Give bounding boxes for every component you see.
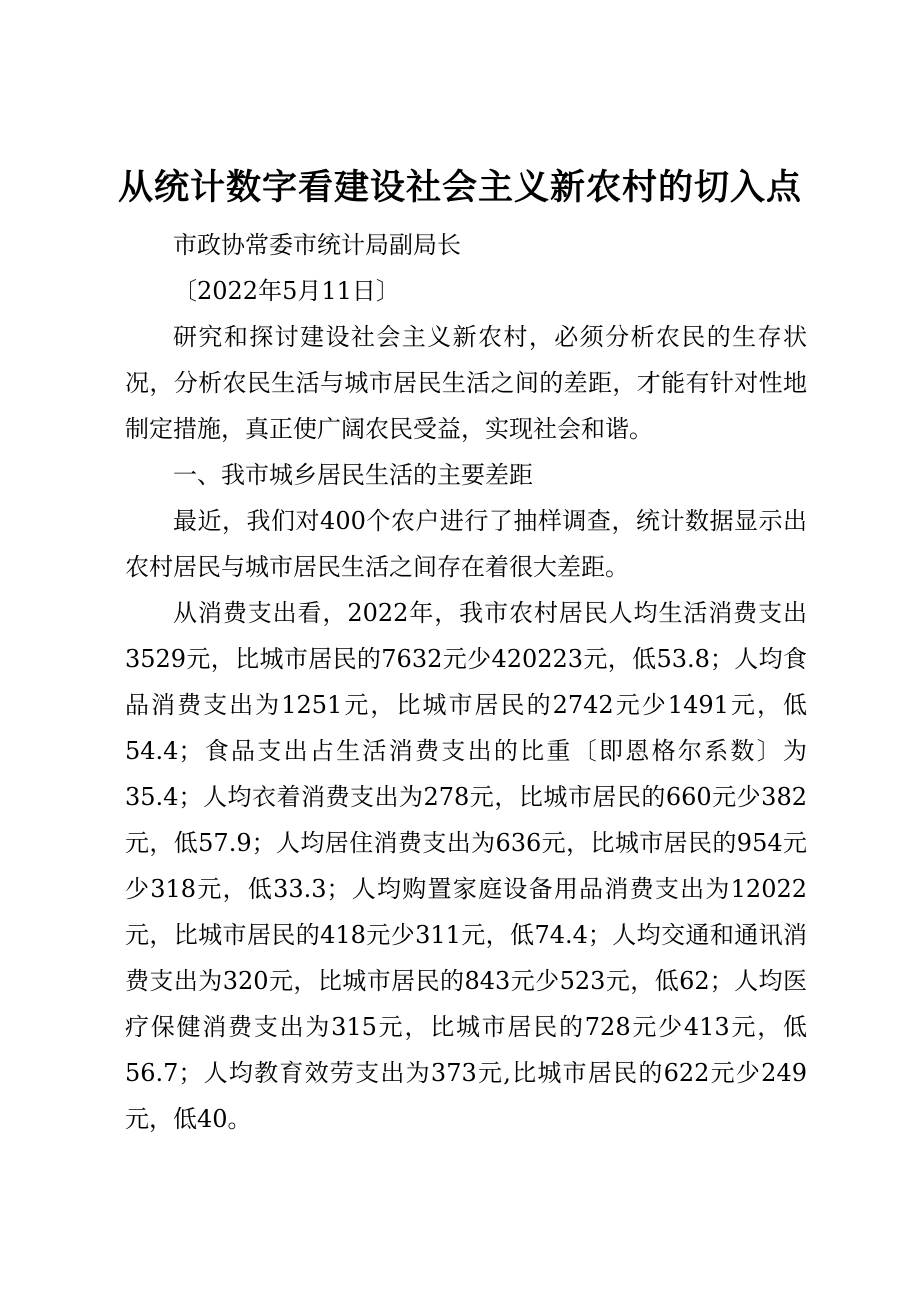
date-line: 〔2022年5月11日〕 bbox=[173, 277, 400, 305]
author-line: 市政协常委市统计局副局长 bbox=[173, 231, 461, 259]
paragraph: 从消费支出看，2022年，我市农村居民人均生活消费支出3529元，比城市居民的7632元少420223元，低53.8；人均食品消费支出为1251元，比城市居民的2742元少1491元，低54.4；食品支出占生活消费支出的比重〔即恩格尔系数〕为35.4；人均衣着消费支出为278元，比城市居民的660元少382元，低57.9；人均居住消费支出为636元，比城市居民的954元少318元，低33.3；人均购置家庭设备用品消费支出为12022元，比城市居民的418元少311元，低74.4；人均交通和通讯消费支出为320元，比城市居民的843元少523元，低62；人均医疗保健消费支出为315元，比城市居民的728元少413元，低56.7；人均教育效劳支出为373元,比城市居民的622元少249元，低40。 bbox=[125, 599, 807, 1133]
section-heading: 一、我市城乡居民生活的主要差距 bbox=[173, 461, 533, 489]
paragraph: 研究和探讨建设社会主义新农村，必须分析农民的生存状况，分析农民生活与城市居民生活之间的差距，才能有针对性地制定措施，真正使广阔农民受益，实现社会和谐。 bbox=[125, 323, 807, 443]
document-body bbox=[125, 222, 807, 1142]
paragraph: 最近，我们对400个农户进行了抽样调查，统计数据显示出农村居民与城市居民生活之间存在着很大差距。 bbox=[125, 507, 807, 581]
document-title: 从统计数字看建设社会主义新农村的切入点 bbox=[117, 168, 802, 208]
